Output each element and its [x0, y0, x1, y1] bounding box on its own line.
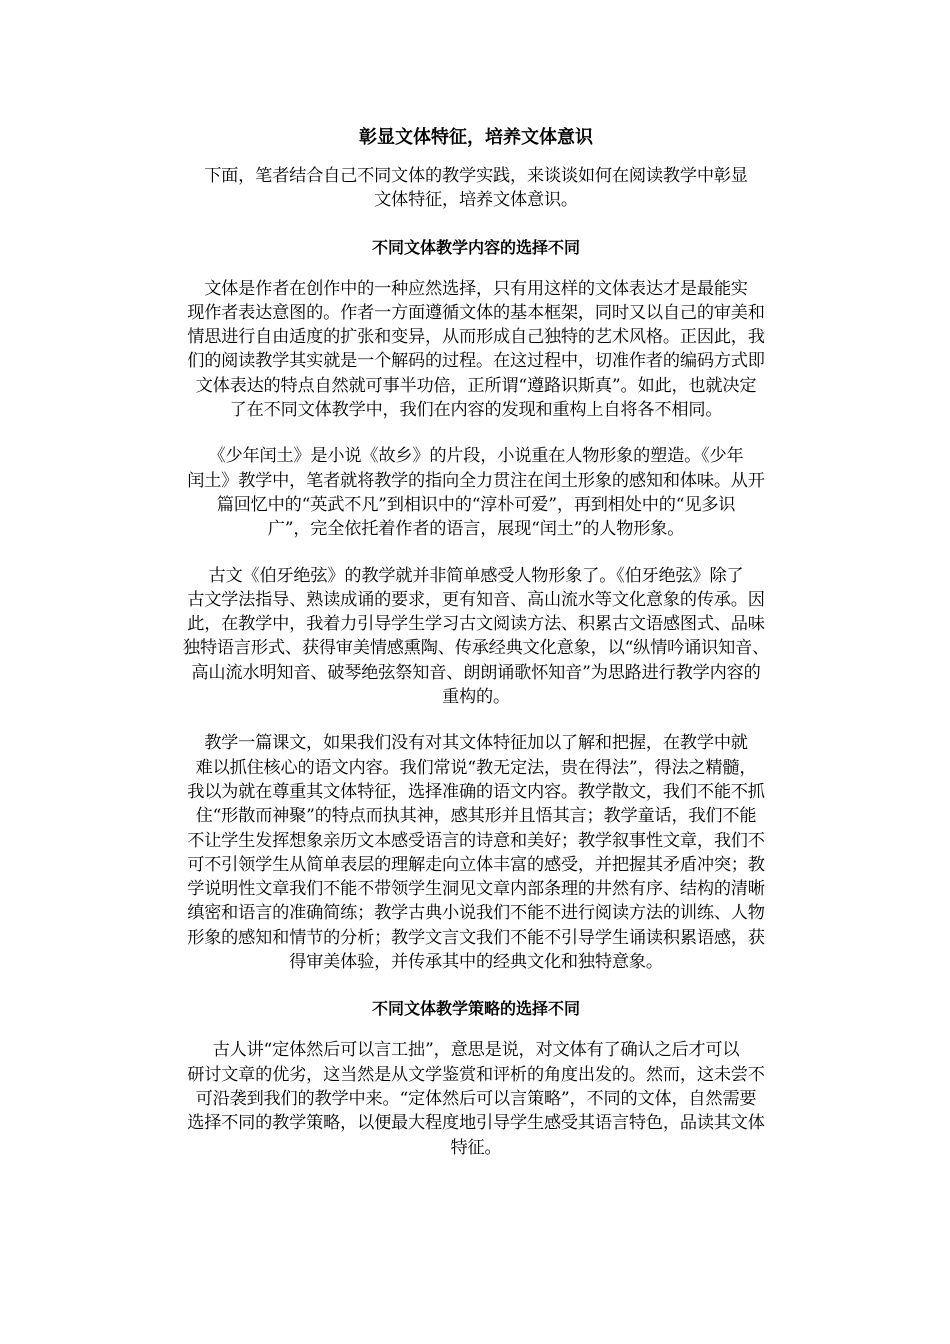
- text-line: 篇回忆中的“英武不凡”到相识中的“淳朴可爱”，再到相处中的“见多识: [216, 494, 736, 515]
- section-heading-strategy: 不同文体教学策略的选择不同: [371, 999, 580, 1019]
- text-line: 此，在教学中，我着力引导学生学习古文阅读方法、积累古文语感图式、品味: [187, 614, 765, 635]
- text-line: 《少年闰土》是小说《故乡》的片段，小说重在人物形象的塑造。《少年: [208, 446, 744, 467]
- text-line: 文体表达的特点自然就可事半功倍，正所谓“遵路识斯真”。如此，也就决定: [195, 375, 757, 396]
- document-title: 彰显文体特征，培养文体意识: [359, 127, 593, 148]
- text-line: 现作者表达意图的。作者一方面遵循文体的基本框架，同时又以自己的审美和: [187, 302, 765, 323]
- text-line: 重构的。: [442, 687, 510, 708]
- document-page: [150, 124, 802, 1182]
- text-line: 住“形散而神聚”的特点而执其神，感其形并且悟其言；教学童话，我们不能: [195, 806, 757, 827]
- text-line: 情思进行自由适度的扩张和变异，从而形成自己独特的艺术风格。正因此，我: [187, 327, 765, 348]
- text-line: 古文学法指导、熟读成诵的要求，更有知音、高山流水等文化意象的传承。因: [187, 589, 765, 610]
- text-line: 可沿袭到我们的教学中来。“定体然后可以言策略”，不同的文体，自然需要: [195, 1088, 757, 1109]
- text-line: 不让学生发挥想象亲历文本感受语言的诗意和美好；教学叙事性文章，我们不: [187, 830, 765, 851]
- text-line: 了在不同文体教学中，我们在内容的发现和重构上自将各不相同。: [229, 400, 723, 421]
- text-line: 高山流水明知音、破琴绝弦祭知音、朗朗诵歌怀知音”为思路进行教学内容的: [191, 662, 761, 683]
- text-line: 下面，笔者结合自己不同文体的教学实践，来谈谈如何在阅读教学中彰显: [204, 166, 748, 186]
- text-line: 难以抓住核心的语文内容。我们常说“教无定法，贵在得法”，得法之精髓，: [195, 757, 757, 778]
- paragraph-runtu: [150, 444, 802, 541]
- text-line: 选择不同的教学策略，以便最大程度地引导学生感受其语言特色，品读其文体: [187, 1113, 765, 1134]
- text-line: 古文《伯牙绝弦》的教学就并非简单感受人物形象了。《伯牙绝弦》除了: [208, 565, 744, 586]
- text-line: 教学一篇课文，如果我们没有对其文体特征加以了解和把握，在教学中就: [204, 733, 748, 754]
- text-line: 闰土》教学中，笔者就将教学的指向全力贯注在闰土形象的感知和体味。从开: [187, 470, 765, 491]
- text-line: 广”，完全依托着作者的语言，展现“闰土”的人物形象。: [267, 519, 685, 540]
- text-line: 形象的感知和情节的分析；教学文言文我们不能不引导学生诵读积累语感，获: [187, 927, 765, 948]
- text-line: 们的阅读教学其实就是一个解码的过程。在这过程中，切准作者的编码方式即: [187, 351, 765, 372]
- text-line: 文体特征，培养文体意识。: [374, 190, 578, 211]
- text-line: 我以为就在尊重其文体特征，选择准确的语文内容。教学散文，我们不能不抓: [187, 781, 765, 802]
- text-line: 可不引领学生从简单表层的理解走向立体丰富的感受，并把握其矛盾冲突；教: [187, 854, 765, 875]
- text-line: 学说明性文章我们不能不带领学生洞见文章内部条理的井然有序、结构的清晰: [187, 879, 765, 900]
- intro-paragraph: [150, 164, 802, 213]
- text-line: 古人讲“定体然后可以言工拙”，意思是说，对文体有了确认之后才可以: [212, 1040, 740, 1061]
- paragraph-genre-choice: [150, 277, 802, 423]
- text-line: 特征。: [450, 1137, 502, 1158]
- text-line: 研讨文章的优劣，这当然是从文学鉴赏和评析的角度出发的。然而，这未尝不: [187, 1064, 765, 1085]
- paragraph-boya: [150, 564, 802, 710]
- text-line: 文体是作者在创作中的一种应然选择，只有用这样的文体表达才是最能实: [204, 278, 748, 299]
- paragraph-teaching-text: [150, 731, 802, 974]
- text-line: 得审美体验，并传承其中的经典文化和独特意象。: [289, 952, 663, 973]
- section-heading-content: 不同文体教学内容的选择不同: [371, 237, 580, 257]
- text-line: 独特语言形式、获得审美情感熏陶、传承经典文化意象，以“纵情吟诵识知音、: [182, 638, 770, 659]
- paragraph-strategy: [150, 1038, 802, 1159]
- text-line: 缜密和语言的准确简练；教学古典小说我们不能不进行阅读方法的训练、人物: [187, 903, 765, 924]
